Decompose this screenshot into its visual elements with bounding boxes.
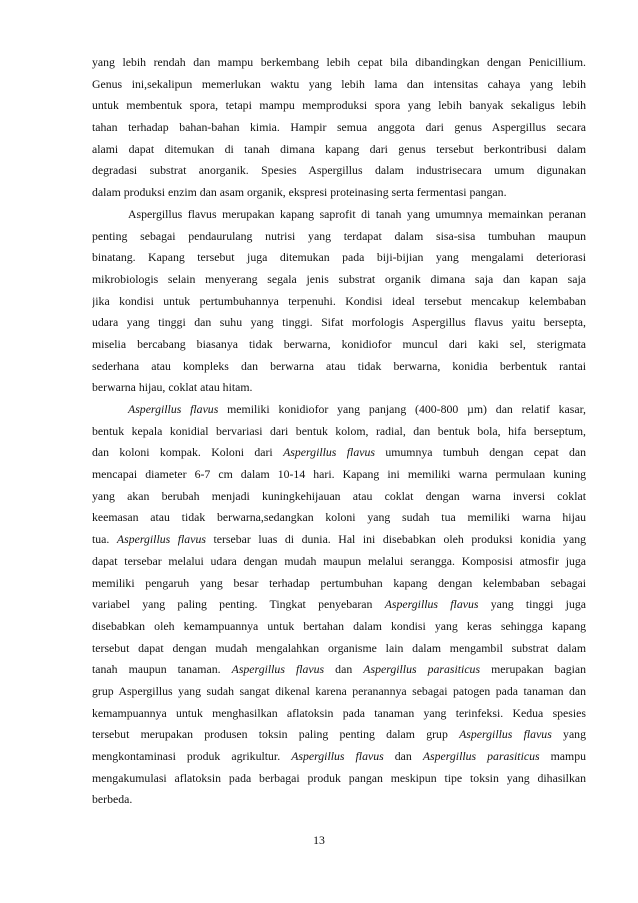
text-segment: merupakan bagian [480,662,586,677]
italic-term: Aspergillus parasiticus [422,749,540,763]
text-segment: kemampuannya untuk menghasilkan aflatoksin pada tanaman yang terinfeksi. Kedua spesies [92,705,586,720]
italic-term: Aspergillus flavus [291,749,384,763]
text-segment: mengkontaminasi produk agrikultur. [92,749,292,763]
text-line [92,399,586,421]
text-segment: udara yang tinggi dan suhu yang tinggi. Sifat morfologis Aspergillus flavus yaitu bersepta, [92,315,586,330]
text-line [92,377,586,399]
text-line [92,594,586,616]
text-segment: miselia bercabang biasanya tidak berwarna, konidiofor muncul dari kaki sel, sterigmata [92,336,586,351]
text-segment: degradasi substrat anorganik. Spesies Aspergillus dalam industrisecara umum digunakan [92,163,586,178]
text-segment: yang tinggi juga [478,597,586,612]
text-line [92,117,586,139]
text-line [92,638,586,660]
text-line [92,529,586,551]
text-segment: dapat tersebar melalui udara dengan mudah maupun melalui serangga. Komposisi atmosfir juga [92,553,586,568]
text-line [92,312,586,334]
text-line [92,746,586,768]
italic-term: Aspergillus flavus [384,597,479,612]
text-segment: umumnya tumbuh dengan cepat dan [374,445,586,460]
text-line [92,291,586,313]
italic-term: Aspergillus flavus [459,727,552,742]
text-line [92,681,586,703]
text-line [92,724,586,746]
text-segment: alami dapat ditemukan di tanah dimana kapang dari genus tersebut berkontribusi dalam [92,141,586,156]
text-segment: Genus ini,sekalipun memerlukan waktu yang lebih lama dan intensitas cahaya yang lebih [92,76,586,91]
text-line [92,139,586,161]
text-segment: mikrobiologis selain menyerang segala jenis substrat organik dimana saja dan kapan saja [92,271,586,286]
text-line [92,486,586,508]
text-segment: yang lebih rendah dan mampu berkembang lebih cepat bila dibandingkan dengan Penicillium. [92,55,586,69]
text-segment: grup Aspergillus yang sudah sangat dikenal karena peranannya sebagai patogen pada tanaman dan [92,683,586,698]
text-line [92,573,586,595]
italic-term: Aspergillus parasiticus [363,662,481,677]
text-line [92,182,586,204]
text-line [92,160,586,182]
text-line [92,204,586,226]
text-line [92,421,586,443]
text-segment: dan [324,662,364,677]
text-line [92,768,586,790]
text-segment: tanah maupun tanaman. [92,662,232,677]
text-line [92,356,586,378]
text-segment: mengakumulasi aflatoksin pada berbagai produk pangan meskipun tipe toksin yang dihasilkan [92,770,586,785]
text-segment: keemasan atau tidak berwarna,sedangkan koloni yang sudah tua memiliki warna hijau [92,510,586,525]
text-line [92,442,586,464]
text-segment: tersebar luas di dunia. Hal ini disebabkan oleh produksi konidia yang [205,532,586,547]
text-segment: penting sebagai pendaurulang nutrisi yang terdapat dalam sisa-sisa tumbuhan maupun [92,228,586,243]
text-segment: jika kondisi untuk pertumbuhannya terpenuhi. Kondisi ideal tersebut mencakup kelembaban [92,293,586,308]
text-segment: Aspergillus flavus merupakan kapang saprofit di tanah yang umumnya memainkan peranan [128,206,586,221]
text-line [92,703,586,725]
text-segment: dan [383,749,423,763]
text-line [92,464,586,486]
body-text [92,52,586,811]
italic-term: Aspergillus flavus [116,532,206,547]
text-segment: berbeda. [92,792,133,807]
text-segment: disebabkan oleh kemampuannya untuk bertahan dalam kondisi yang keras sehingga kapang [92,618,586,633]
text-line [92,507,586,529]
text-line [92,269,586,291]
text-line [92,95,586,117]
text-segment: bentuk kepala konidial bervariasi dari bentuk kolom, radial, dan bentuk bola, hifa berseptum, [92,423,586,438]
italic-term: Aspergillus flavus [231,662,325,677]
text-line [92,616,586,638]
italic-term: Aspergillus flavus [128,402,219,416]
text-line [92,334,586,356]
text-segment: memiliki pengaruh yang besar terhadap pertumbuhan kapang dengan kelembaban sebagai [92,575,586,590]
text-line [92,226,586,248]
text-line [92,52,586,74]
text-segment: dalam produksi enzim dan asam organik, ekspresi proteinasing serta fermentasi pangan. [92,185,507,200]
page-number: 13 [313,833,325,847]
text-line [92,551,586,573]
text-segment: yang [551,727,586,742]
text-segment: dan koloni kompak. Koloni dari [92,445,284,460]
text-segment: tersebut dapat dengan mudah mengalahkan organisme lain dalam mengambil substrat dalam [92,640,586,655]
text-segment: mencapai diameter 6-7 cm dalam 10-14 hari. Kapang ini memiliki warna permulaan kuning [92,467,586,482]
text-segment: variabel yang paling penting. Tingkat penyebaran [92,597,385,612]
text-segment: yang akan berubah menjadi kuningkehijauan atau coklat dengan warna inversi coklat [92,488,586,503]
text-line [92,789,586,811]
text-segment: binatang. Kapang tersebut juga ditemukan pada biji-bijian yang mengalami deteriorasi [92,250,586,265]
text-line [92,247,586,269]
italic-term: Aspergillus flavus [283,445,375,460]
text-segment: tersebut merupakan produsen toksin paling penting dalam grup [92,727,460,742]
text-segment: mampu [539,749,586,763]
text-segment: tahan terhadap bahan-bahan kimia. Hampir semua anggota dari genus Aspergillus secara [92,120,586,135]
text-line [92,74,586,96]
text-segment: untuk membentuk spora, tetapi mampu memproduksi spora yang lebih banyak sekaligus lebih [92,98,586,113]
text-line [92,659,586,681]
text-segment: tua. [92,532,117,547]
text-segment: sederhana atau kompleks dan berwarna atau tidak berwarna, konidia berbentuk rantai [92,358,586,373]
text-segment: berwarna hijau, coklat atau hitam. [92,380,253,395]
text-segment: memiliki konidiofor yang panjang (400-800 µm) dan relatif kasar, [218,402,586,416]
